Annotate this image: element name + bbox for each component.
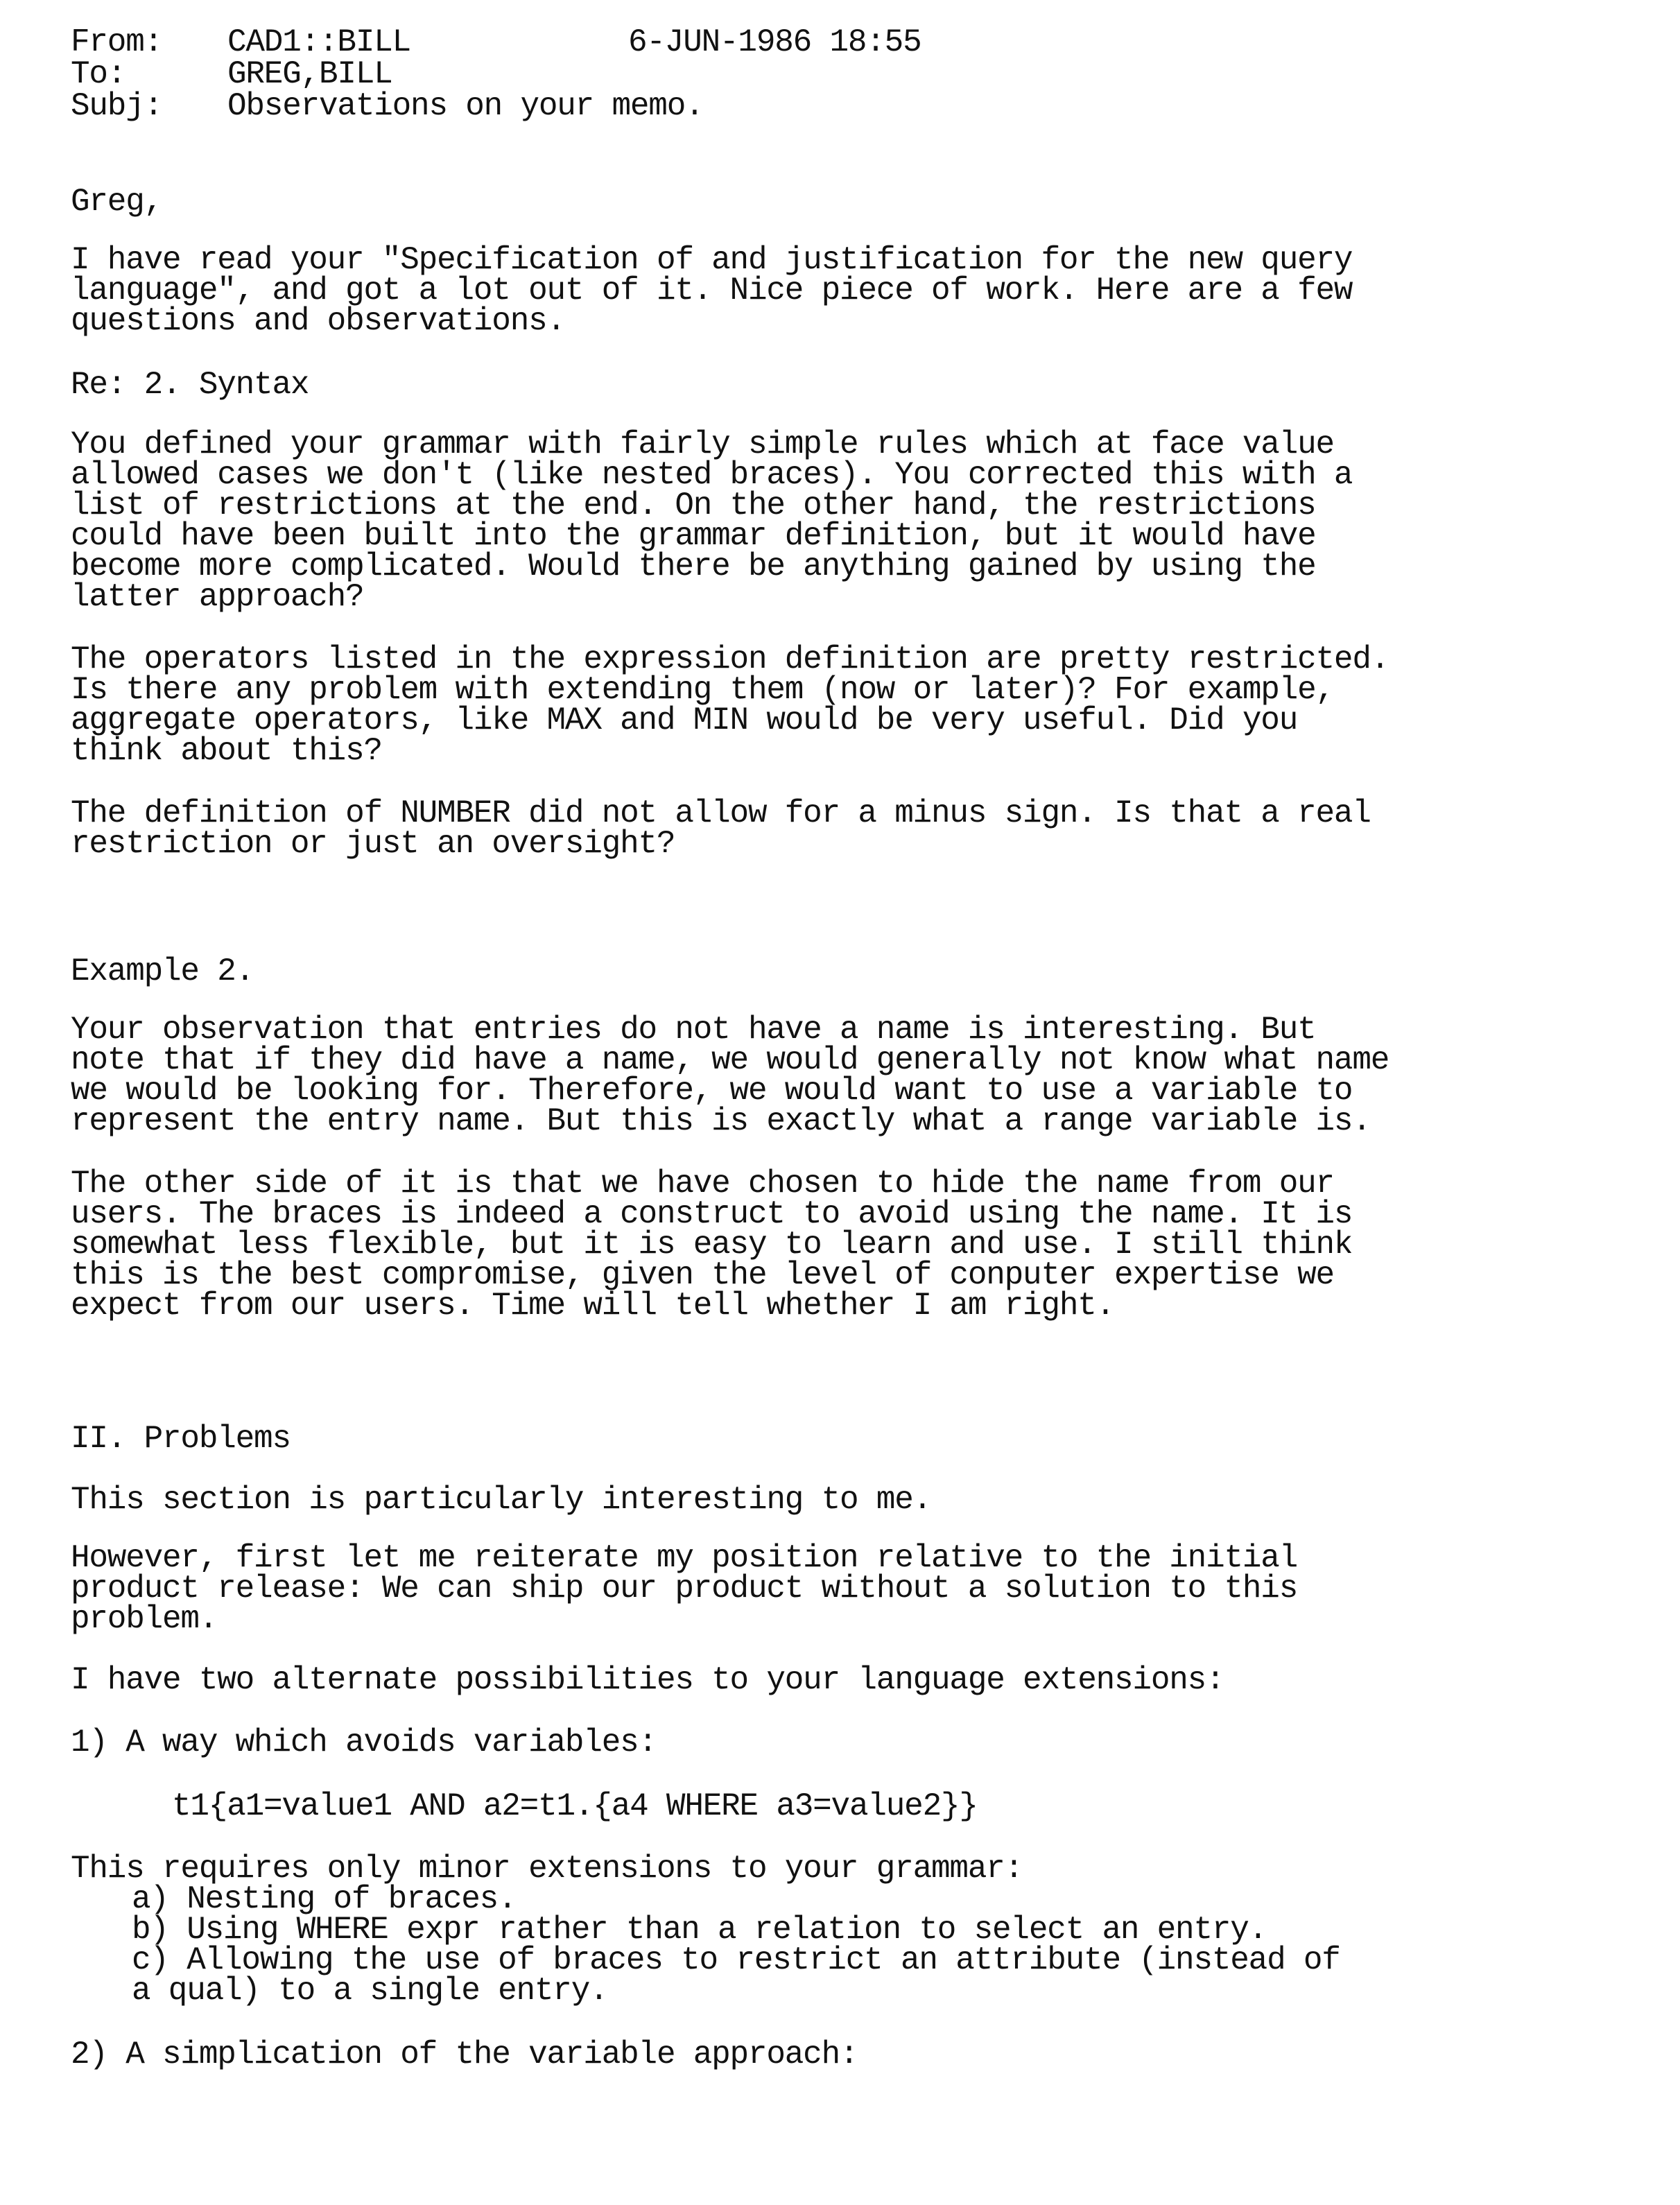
text-line: restriction or just an oversight? bbox=[71, 826, 675, 862]
problems-paragraph-1: This section is particularly interesting to me. bbox=[71, 1482, 932, 1518]
text-line: somewhat less flexible, but it is easy to learn and use. I still think bbox=[71, 1227, 1353, 1263]
list-item-continuation: a qual) to a single entry. bbox=[132, 1973, 608, 2009]
text-line: this is the best compromise, given the level of conputer expertise we bbox=[71, 1257, 1334, 1293]
to-value: GREG,BILL bbox=[227, 56, 392, 92]
text-line: represent the entry name. But this is exactly what a range variable is. bbox=[71, 1103, 1371, 1139]
to-label: To: bbox=[71, 56, 126, 92]
problems-paragraph-3: I have two alternate possibilities to your language extensions: bbox=[71, 1662, 1224, 1698]
text-line: product release: We can ship our product without a solution to this bbox=[71, 1571, 1298, 1607]
text-line: The operators listed in the expression definition are pretty restricted. bbox=[71, 641, 1389, 677]
text-line: expect from our users. Time will tell whether I am right. bbox=[71, 1288, 1115, 1324]
option-1-heading: 1) A way which avoids variables: bbox=[71, 1724, 657, 1761]
text-line: latter approach? bbox=[71, 579, 364, 615]
subject-value: Observations on your memo. bbox=[227, 88, 704, 124]
text-line: we would be looking for. Therefore, we would want to use a variable to bbox=[71, 1073, 1353, 1109]
text-line: note that if they did have a name, we would generally not know what name bbox=[71, 1042, 1389, 1078]
text-line: allowed cases we don't (like nested braces). You corrected this with a bbox=[71, 457, 1353, 493]
text-line: Is there any problem with extending them (now or later)? For example, bbox=[71, 672, 1334, 708]
section-heading-problems: II. Problems bbox=[71, 1421, 291, 1457]
text-line: users. The braces is indeed a construct to avoid using the name. It is bbox=[71, 1196, 1353, 1232]
text-line: The other side of it is that we have chosen to hide the name from our bbox=[71, 1166, 1334, 1202]
text-line: aggregate operators, like MAX and MIN would be very useful. Did you bbox=[71, 702, 1298, 738]
text-line: list of restrictions at the end. On the other hand, the restrictions bbox=[71, 487, 1316, 524]
option-1-requires: This requires only minor extensions to your grammar: bbox=[71, 1851, 1023, 1887]
text-line: Your observation that entries do not have a name is interesting. But bbox=[71, 1012, 1316, 1048]
greeting: Greg, bbox=[71, 184, 163, 220]
sent-date: 6-JUN-1986 18:55 bbox=[628, 24, 921, 60]
from-label: From: bbox=[71, 24, 163, 60]
text-line: questions and observations. bbox=[71, 303, 565, 339]
list-item: b) Using WHERE expr rather than a relation to select an entry. bbox=[132, 1912, 1267, 1948]
text-line: could have been built into the grammar definition, but it would have bbox=[71, 518, 1316, 554]
section-heading-syntax: Re: 2. Syntax bbox=[71, 367, 309, 403]
from-value: CAD1::BILL bbox=[227, 24, 411, 60]
text-line: think about this? bbox=[71, 733, 382, 769]
subject-label: Subj: bbox=[71, 88, 163, 124]
text-line: problem. bbox=[71, 1601, 218, 1637]
text-line: The definition of NUMBER did not allow for a minus sign. Is that a real bbox=[71, 795, 1371, 831]
list-item: c) Allowing the use of braces to restrict an attribute (instead of bbox=[132, 1942, 1340, 1978]
option-1-code-example: t1{a1=value1 AND a2=t1.{a4 WHERE a3=value2}} bbox=[172, 1788, 978, 1824]
list-item: a) Nesting of braces. bbox=[132, 1881, 517, 1917]
text-line: However, first let me reiterate my position relative to the initial bbox=[71, 1540, 1298, 1576]
option-2-heading: 2) A simplication of the variable approach: bbox=[71, 2037, 858, 2073]
text-line: language", and got a lot out of it. Nice piece of work. Here are a few bbox=[71, 273, 1353, 309]
text-line: You defined your grammar with fairly simple rules which at face value bbox=[71, 426, 1334, 462]
text-line: become more complicated. Would there be anything gained by using the bbox=[71, 548, 1316, 585]
section-heading-example-2: Example 2. bbox=[71, 953, 254, 989]
text-line: I have read your "Specification of and justification for the new query bbox=[71, 242, 1353, 278]
